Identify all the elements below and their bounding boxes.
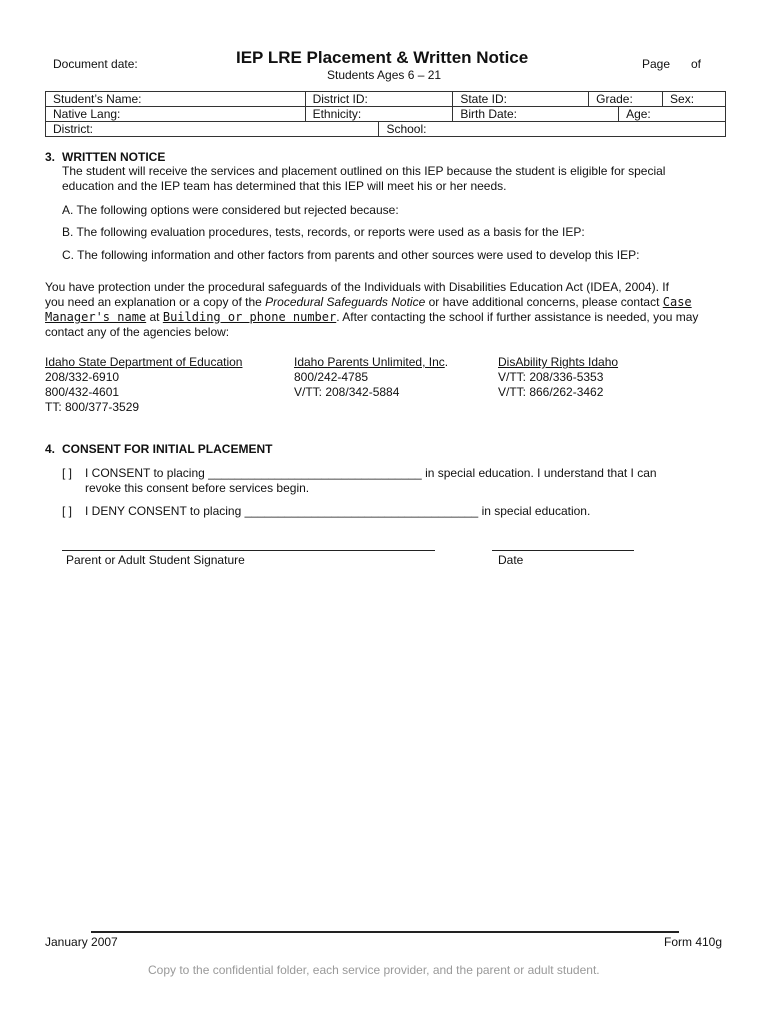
protection-line-4: contact any of the agencies below: [45, 325, 230, 339]
agency-phone: 208/332-6910 [45, 370, 120, 384]
agency-name[interactable]: DisAbility Rights Idaho [498, 355, 619, 369]
student-name-field[interactable]: Student’s Name: [46, 92, 306, 107]
school-field[interactable]: School: [379, 122, 726, 137]
at-word: at [146, 310, 163, 324]
form-number: Form 410g [664, 935, 723, 949]
consent-after-text: in special education. I understand that I can [425, 466, 657, 480]
agency-phone: V/TT: 866/262-3462 [498, 385, 604, 399]
page-title: IEP LRE Placement & Written Notice [236, 48, 529, 67]
signature-label: Parent or Adult Student Signature [66, 553, 245, 567]
table-row [46, 107, 726, 122]
agency-phone: V/TT: 208/342-5884 [294, 385, 400, 399]
manager-name-field[interactable]: Manager's name [45, 310, 147, 324]
date-line[interactable] [492, 550, 634, 551]
birth-date-field[interactable]: Birth Date: [453, 107, 619, 122]
protection-line-3 [45, 310, 735, 325]
agency-phone: 800/242-4785 [294, 370, 369, 384]
student-info-table [45, 91, 726, 137]
section-4-number: 4. [45, 442, 56, 456]
item-c: C. The following information and other factors from parents and other sources were used to develop this IEP: [62, 248, 640, 262]
protection-line-2-a: you need an explanation or a copy of the [45, 295, 266, 309]
consent-line-1 [85, 466, 657, 480]
building-phone-field[interactable]: Building or phone number [162, 310, 337, 324]
agency-column-2 [294, 355, 448, 400]
agency-name[interactable]: Idaho Parents Unlimited, Inc [294, 355, 445, 369]
protection-paragraph [45, 280, 735, 340]
table-row [46, 122, 726, 137]
deny-blank-field[interactable]: ___________________________________ [244, 504, 479, 518]
district-field[interactable]: District: [46, 122, 379, 137]
age-field[interactable]: Age: [619, 107, 726, 122]
deny-text: I DENY CONSENT to placing [85, 504, 242, 518]
agency-column-1 [45, 355, 242, 415]
protection-line-1: You have protection under the procedural safeguards of the Individuals with Disabilities Education Act (IDEA, 2004). If [45, 280, 669, 294]
section-3-number: 3. [45, 150, 56, 164]
deny-line [85, 504, 590, 518]
district-id-field[interactable]: District ID: [305, 92, 453, 107]
deny-checkbox[interactable]: [ ] [62, 504, 73, 518]
page-subtitle: Students Ages 6 – 21 [327, 68, 442, 82]
deny-after-text: in special education. [481, 504, 591, 518]
consent-checkbox[interactable]: [ ] [62, 466, 73, 480]
consent-line-2: revoke this consent before services begin. [85, 481, 310, 495]
consent-blank-field[interactable]: ________________________________ [208, 466, 422, 480]
footer-divider [91, 931, 679, 933]
footer-note: Copy to the confidential folder, each service provider, and the parent or adult student. [148, 963, 600, 977]
ethnicity-field[interactable]: Ethnicity: [305, 107, 453, 122]
agency-name[interactable]: Idaho State Department of Education [45, 355, 243, 369]
item-a: A. The following options were considered but rejected because: [62, 203, 399, 217]
protection-line-3-b: . After contacting the school if further assistance is needed, you may [336, 310, 699, 324]
document-date-label: Document date: [53, 57, 138, 71]
agency-name-suffix: . [444, 355, 449, 369]
agency-phone: V/TT: 208/336-5353 [498, 370, 604, 384]
date-label: Date [498, 553, 524, 567]
table-row [46, 92, 726, 107]
intro-line-1: The student will receive the services and placement outlined on this IEP because the student is eligible for special [62, 164, 666, 178]
consent-text: I CONSENT to placing [85, 466, 205, 480]
item-b: B. The following evaluation procedures, tests, records, or reports were used as a basis for the IEP: [62, 225, 585, 239]
signature-line[interactable] [62, 550, 435, 551]
safeguards-notice-title: Procedural Safeguards Notice [265, 295, 426, 309]
of-label: of [691, 57, 702, 71]
native-lang-field[interactable]: Native Lang: [46, 107, 306, 122]
sex-field[interactable]: Sex: [663, 92, 726, 107]
state-id-field[interactable]: State ID: [453, 92, 589, 107]
agency-column-3 [498, 355, 618, 400]
protection-line-2 [45, 295, 735, 310]
case-word[interactable]: Case [662, 295, 692, 309]
section-4-heading: CONSENT FOR INITIAL PLACEMENT [62, 442, 273, 456]
agency-phone: TT: 800/377-3529 [45, 400, 140, 414]
agency-phone: 800/432-4601 [45, 385, 120, 399]
protection-line-2-b: or have additional concerns, please contact [425, 295, 663, 309]
grade-field[interactable]: Grade: [589, 92, 663, 107]
section-3-heading: WRITTEN NOTICE [62, 150, 166, 164]
intro-line-2: education and the IEP team has determined that this IEP will meet his or her needs. [62, 179, 507, 193]
page-label: Page [642, 57, 671, 71]
footer-date: January 2007 [45, 935, 118, 949]
